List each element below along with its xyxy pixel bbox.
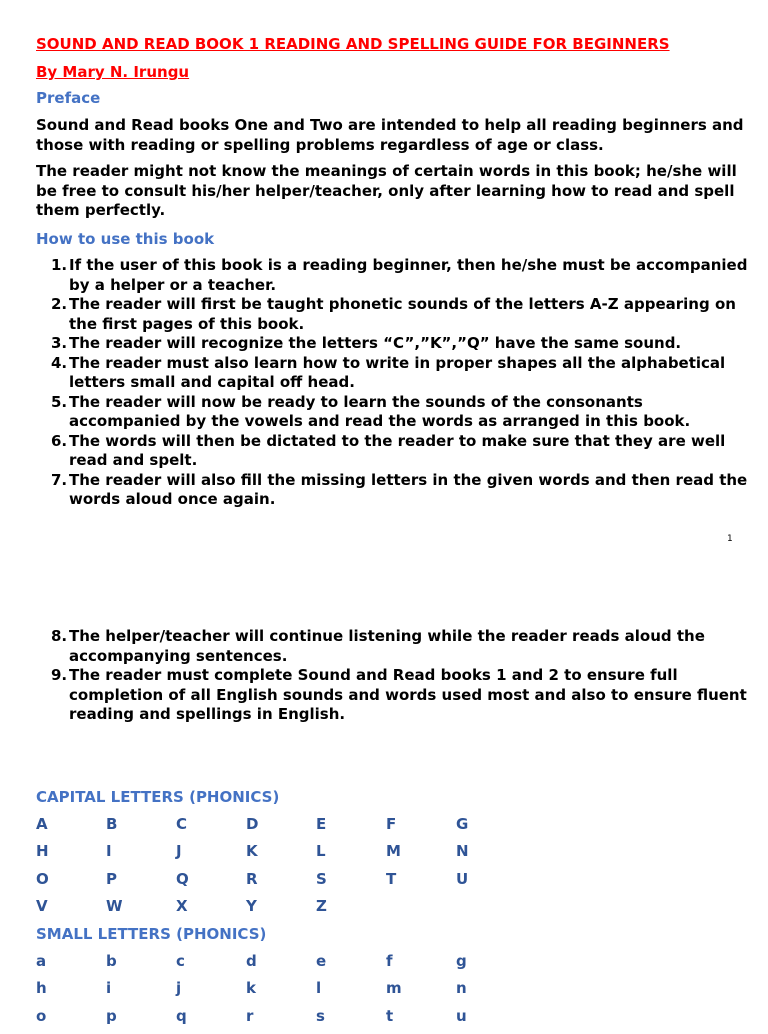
page-number: 1	[727, 534, 733, 544]
list-item: 4. The reader must also learn how to write in proper shapes all the alphabetical letters small and capital off head.	[51, 353, 726, 391]
document-title: SOUND AND READ BOOK 1 READING AND SPELLING GUIDE FOR BEGINNERS	[36, 35, 670, 53]
instructions-list-continued	[51, 627, 751, 725]
letter-cell: T	[386, 869, 397, 888]
letter-cell: Y	[246, 896, 257, 915]
list-item: 2. The reader will first be taught phonetic sounds of the letters A-Z appearing on the first pages of this book.	[51, 295, 736, 333]
letter-cell: I	[106, 842, 112, 861]
letter-cell: J	[176, 842, 182, 861]
preface-paragraph-1: Sound and Read books One and Two are intended to help all reading beginners and those with reading or spelling problems regardless of age or class.	[36, 116, 744, 154]
letter-cell: Z	[316, 896, 327, 915]
letter-cell: d	[246, 952, 257, 970]
list-item: 9. The reader must complete Sound and Read books 1 and 2 to ensure full completion of all English sounds and words used most and also to ensure fluent reading and spellings in English.	[51, 666, 747, 723]
list-item: 6. The words will then be dictated to the reader to make sure that they are well read and spelt.	[51, 431, 726, 469]
list-item: 5. The reader will now be ready to learn the sounds of the consonants accompanied by the vowels and read the words as arranged in this book.	[51, 392, 691, 430]
preface-heading: Preface	[36, 89, 101, 107]
letter-cell: G	[456, 815, 469, 833]
letter-cell: h	[36, 979, 47, 998]
letter-cell: k	[246, 979, 256, 998]
howto-heading: How to use this book	[36, 230, 215, 248]
letter-cell: a	[36, 952, 47, 970]
list-item: 1. If the user of this book is a reading beginner, then he/she must be accompanied by a helper or a teacher.	[51, 256, 748, 294]
list-item: 3. The reader will recognize the letters “C”,”K”,”Q” have the same sound.	[51, 334, 682, 352]
letter-cell: i	[106, 979, 112, 998]
letter-cell: X	[176, 896, 188, 915]
letter-cell: B	[106, 815, 118, 833]
letter-cell: R	[246, 869, 258, 888]
letter-cell: s	[316, 1006, 325, 1025]
list-item: 8. The helper/teacher will continue listening while the reader reads aloud the accompanying sentences.	[51, 627, 705, 665]
letter-cell: r	[246, 1006, 254, 1025]
letter-cell: Q	[176, 869, 189, 888]
letter-cell: N	[456, 842, 469, 861]
letter-cell: l	[316, 979, 322, 998]
letter-cell: H	[36, 842, 49, 861]
letter-cell: M	[386, 842, 401, 861]
letter-cell: F	[386, 815, 397, 833]
capital-letters-heading: CAPITAL LETTERS (PHONICS)	[36, 788, 280, 806]
letter-cell: K	[246, 842, 258, 861]
letter-cell: j	[176, 979, 182, 998]
letter-cell: q	[176, 1006, 187, 1025]
letter-cell: A	[36, 815, 48, 833]
letter-cell: D	[246, 815, 259, 833]
letter-cell: u	[456, 1006, 467, 1025]
preface-paragraph-2: The reader might not know the meanings of certain words in this book; he/she will be free to consult his/her helper/teacher, only after learning how to read and spell them perfectly.	[36, 162, 737, 219]
letter-cell: V	[36, 896, 48, 915]
letter-cell: P	[106, 869, 117, 888]
letter-cell: o	[36, 1006, 47, 1025]
letter-cell: f	[386, 952, 393, 970]
author-line: By Mary N. Irungu	[36, 63, 190, 81]
letter-cell: g	[456, 952, 467, 970]
letter-cell: W	[106, 896, 123, 915]
small-letters-heading: SMALL LETTERS (PHONICS)	[36, 925, 267, 943]
letter-cell: n	[456, 979, 467, 998]
letter-cell: t	[386, 1006, 394, 1025]
letter-cell: E	[316, 815, 327, 833]
letter-cell: m	[386, 979, 402, 998]
letter-cell: c	[176, 952, 185, 970]
letter-cell: C	[176, 815, 188, 833]
instructions-list	[51, 256, 751, 510]
letter-cell: L	[316, 842, 326, 861]
list-item: 7. The reader will also fill the missing letters in the given words and then read the words aloud once again.	[51, 470, 748, 508]
letter-cell: S	[316, 869, 327, 888]
letter-cell: O	[36, 869, 49, 888]
letter-cell: p	[106, 1006, 117, 1025]
letter-cell: b	[106, 952, 117, 970]
letter-cell: e	[316, 952, 327, 970]
letter-cell: U	[456, 869, 469, 888]
